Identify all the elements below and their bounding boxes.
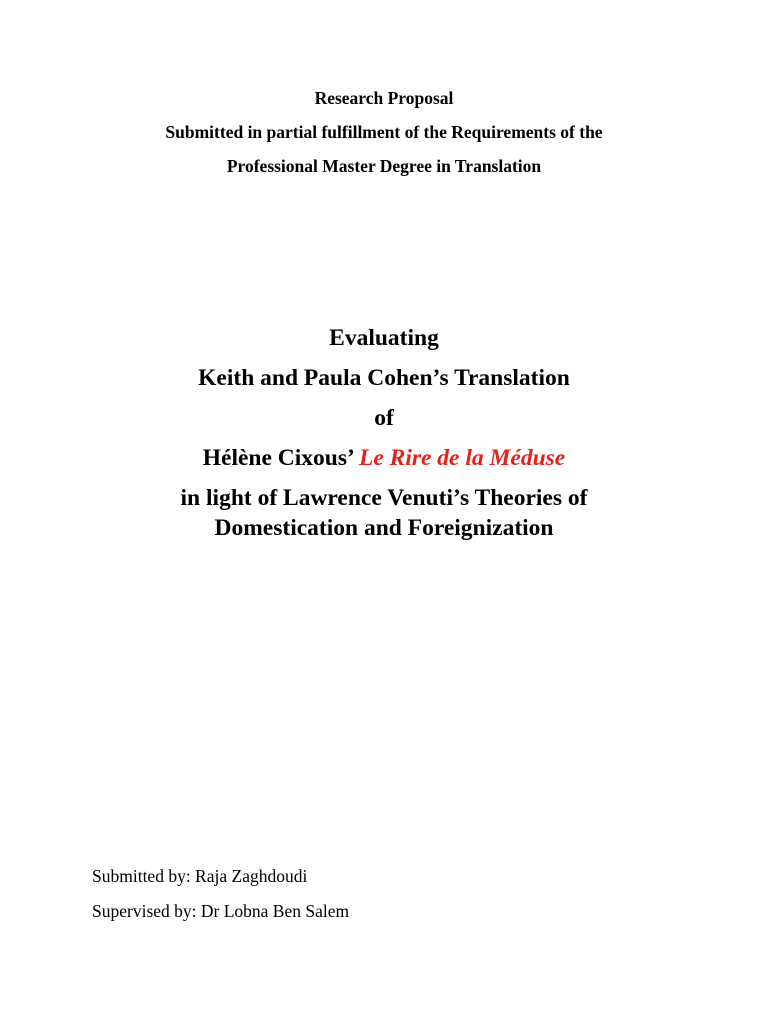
title-line-translators: Keith and Paula Cohen’s Translation <box>198 365 570 391</box>
submitted-by: Submitted by: Raja Zaghdoudi <box>92 866 308 886</box>
credits-block <box>92 864 349 934</box>
supervised-by: Supervised by: Dr Lobna Ben Salem <box>92 901 350 921</box>
author-name: Hélène Cixous’ <box>202 445 359 471</box>
submission-statement: Submitted in partial fulfillment of the Requirements of the <box>165 122 603 142</box>
title-line-of: of <box>374 405 394 431</box>
title-line-concepts: Domestication and Foreignization <box>214 515 554 541</box>
degree-name: Professional Master Degree in Translation <box>226 156 542 176</box>
title-line-author-work <box>0 442 768 482</box>
proposal-type: Research Proposal <box>314 88 454 108</box>
title-line-theory: in light of Lawrence Venuti’s Theories of <box>180 485 588 511</box>
title-line-evaluating: Evaluating <box>329 325 439 351</box>
thesis-title <box>0 322 768 552</box>
work-title: Le Rire de la Méduse <box>358 445 566 471</box>
proposal-header <box>0 86 768 188</box>
